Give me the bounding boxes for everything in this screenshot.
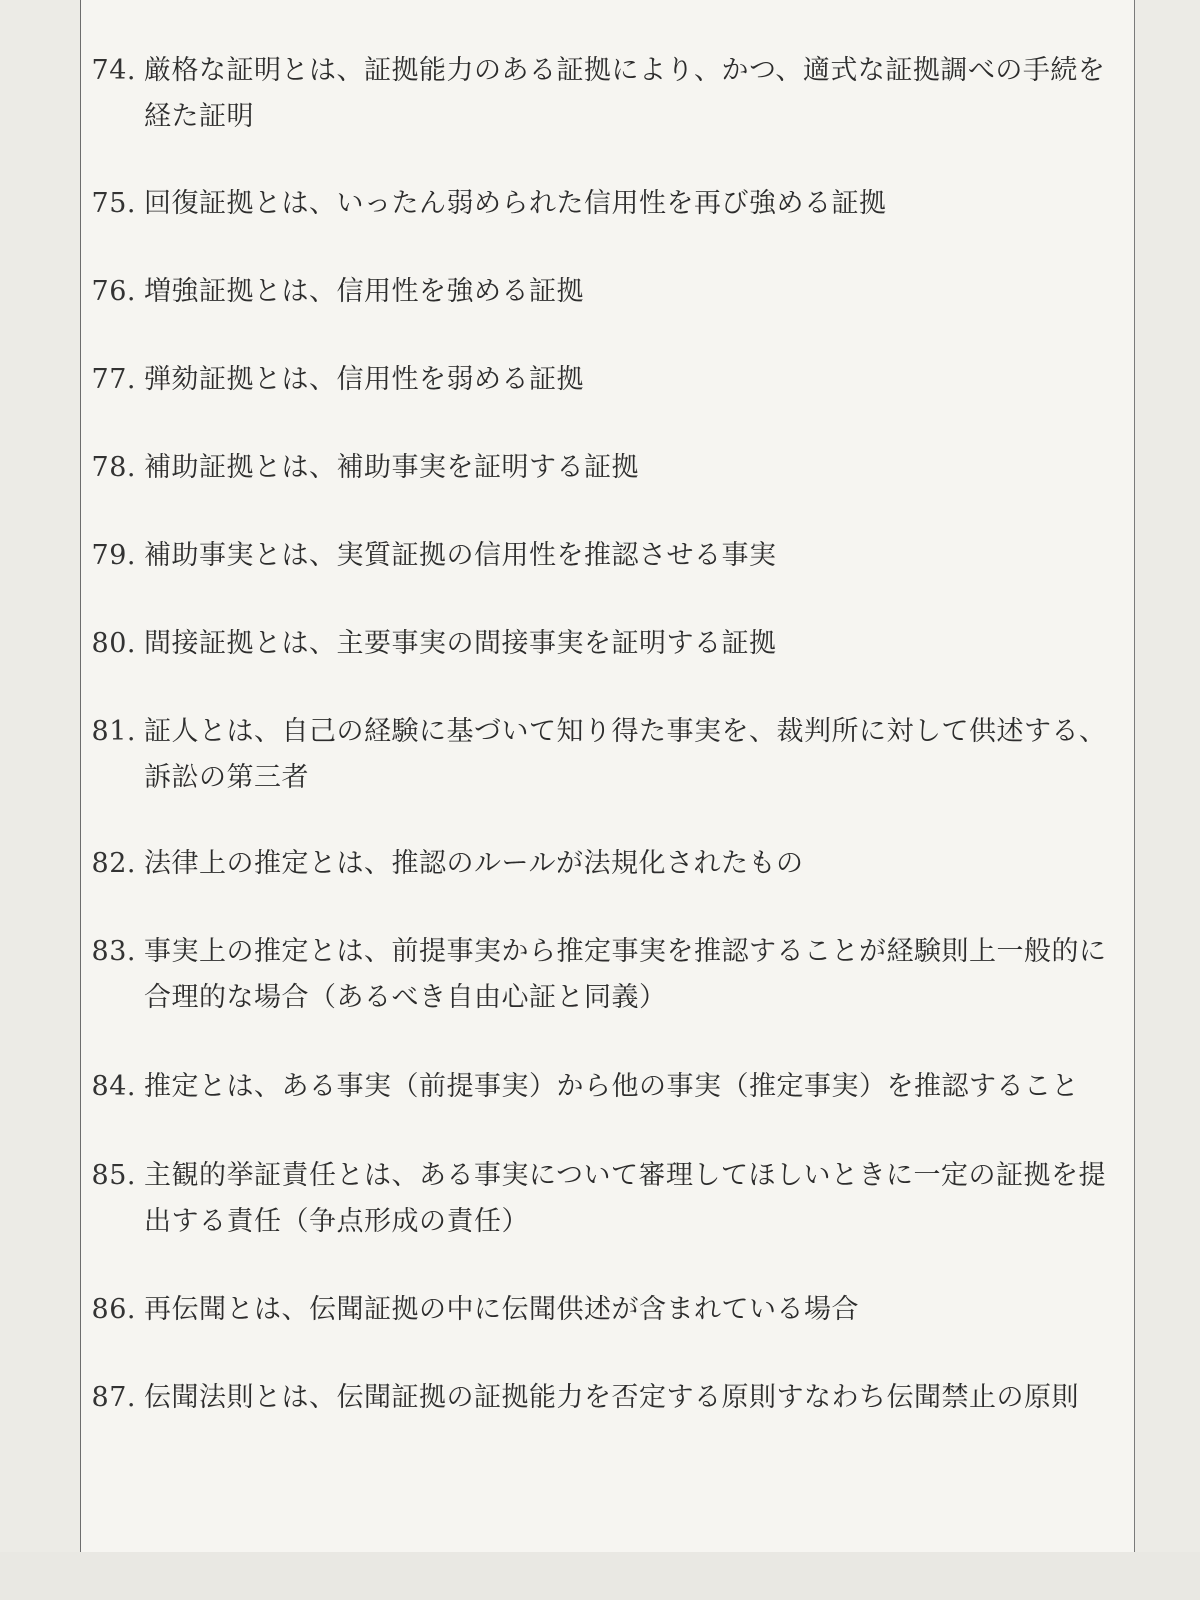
item-text: 事実上の推定とは、前提事実から推定事実を推認することが経験則上一般的に合理的な場合（あるべき自由心証と同義） [144, 936, 1107, 1013]
list-item [80, 533, 1140, 579]
item-text: 回復証拠とは、いったん弱められた信用性を再び強める証拠 [144, 188, 887, 219]
item-text: 補助証拠とは、補助事実を証明する証拠 [144, 452, 639, 483]
list-item [80, 181, 1140, 227]
item-number: 77. [91, 364, 136, 395]
list-item [80, 357, 1140, 403]
item-number: 86. [91, 1294, 136, 1325]
item-text: 増強証拠とは、信用性を強める証拠 [144, 276, 584, 307]
list-item [80, 621, 1140, 667]
list-item [80, 48, 1140, 140]
list-item [80, 841, 1140, 887]
item-text: 弾劾証拠とは、信用性を弱める証拠 [144, 364, 584, 395]
item-number: 76. [91, 276, 136, 307]
list-item [80, 709, 1140, 801]
item-number: 82. [91, 848, 136, 879]
list-item [80, 929, 1140, 1021]
item-text: 推定とは、ある事実（前提事実）から他の事実（推定事実）を推認すること [144, 1071, 1079, 1102]
item-text: 厳格な証明とは、証拠能力のある証拠により、かつ、適式な証拠調べの手続を経た証明 [144, 55, 1106, 132]
item-number: 83. [91, 936, 136, 967]
page-bottom-margin [0, 1552, 1200, 1600]
item-number: 81. [91, 716, 136, 747]
item-text: 間接証拠とは、主要事実の間接事実を証明する証拠 [144, 628, 777, 659]
numbered-definition-list [80, 48, 1140, 1421]
list-item [80, 1153, 1140, 1245]
item-text: 再伝聞とは、伝聞証拠の中に伝聞供述が含まれている場合 [144, 1294, 859, 1325]
item-number: 80. [91, 628, 136, 659]
item-number: 84. [91, 1071, 136, 1102]
item-number: 78. [91, 452, 136, 483]
list-item [80, 269, 1140, 315]
list-item [80, 445, 1140, 491]
list-item [80, 1375, 1140, 1421]
item-number: 85. [91, 1160, 136, 1191]
item-number: 87. [91, 1382, 136, 1413]
item-text: 伝聞法則とは、伝聞証拠の証拠能力を否定する原則すなわち伝聞禁止の原則 [144, 1382, 1079, 1413]
item-text: 補助事実とは、実質証拠の信用性を推認させる事実 [144, 540, 777, 571]
item-text: 法律上の推定とは、推認のルールが法規化されたもの [144, 848, 804, 879]
item-text: 証人とは、自己の経験に基づいて知り得た事実を、裁判所に対して供述する、訴訟の第三者 [144, 716, 1107, 793]
item-number: 79. [91, 540, 136, 571]
item-text: 主観的挙証責任とは、ある事実について審理してほしいときに一定の証拠を提出する責任（争点形成の責任） [144, 1160, 1106, 1237]
list-item [80, 1287, 1140, 1333]
item-number: 74. [91, 55, 136, 86]
item-number: 75. [91, 188, 136, 219]
list-item [80, 1064, 1140, 1110]
